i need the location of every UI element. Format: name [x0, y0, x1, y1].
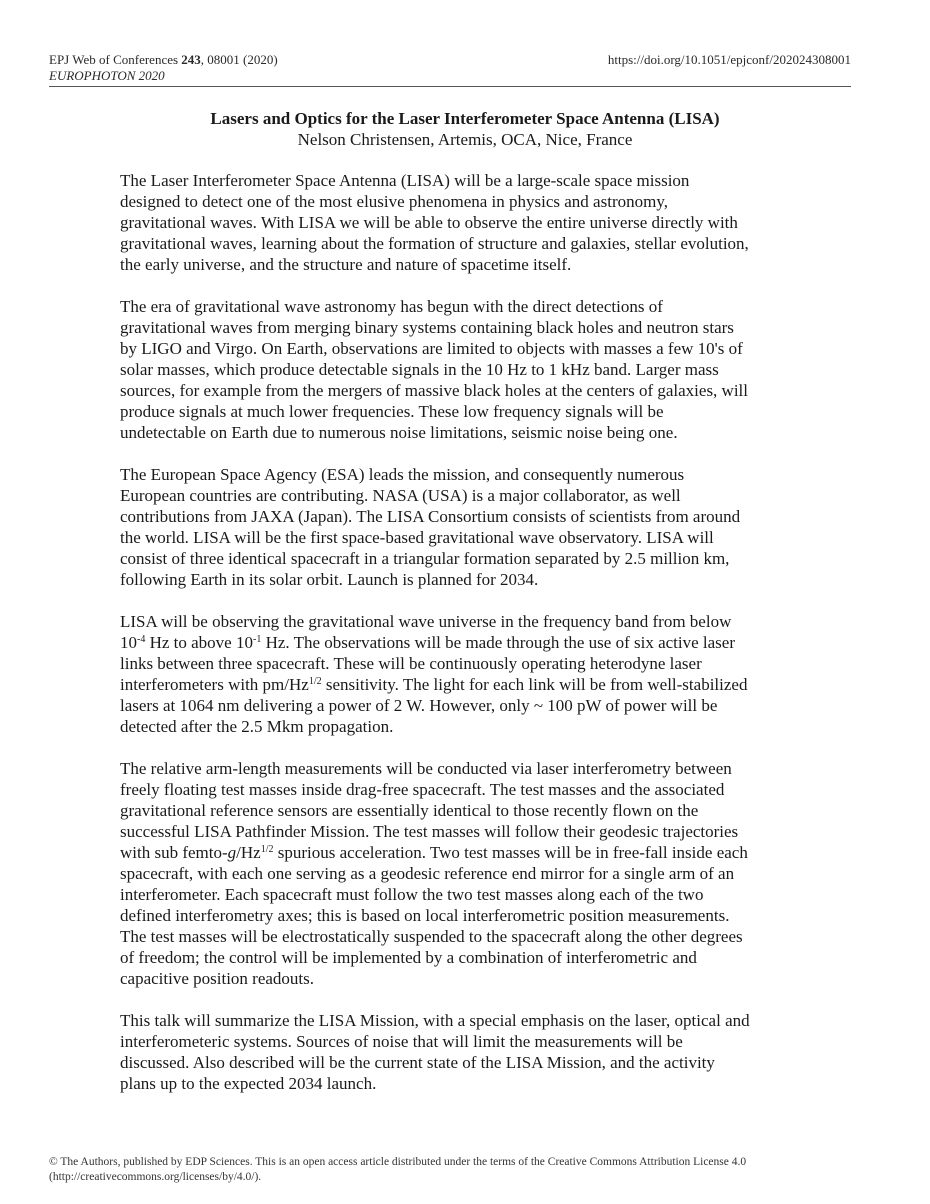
- text-line: consist of three identical spacecraft in a triangular formation separated by 2.5 million km,: [120, 549, 730, 568]
- text-fragment: interferometers with pm/Hz: [120, 675, 309, 694]
- text-line: The relative arm-length measurements will be conducted via laser interferometry between: [120, 759, 732, 778]
- license-text: © The Authors, published by EDP Sciences. This is an open access article distributed under the terms of the Creative Commons Attribution License 4.0: [49, 1156, 747, 1168]
- journal-name: EPJ Web of Conferences: [49, 52, 182, 67]
- text-line: gravitational waves. With LISA we will be able to observe the entire universe directly with: [120, 213, 738, 232]
- text-line: sources, for example from the mergers of massive black holes at the centers of galaxies, will: [120, 381, 749, 400]
- paper-title: Lasers and Optics for the Laser Interferometer Space Antenna (LISA): [210, 109, 720, 128]
- text-line: plans up to the expected 2034 launch.: [120, 1074, 377, 1093]
- text-line: [120, 675, 747, 694]
- text-line: The era of gravitational wave astronomy has begun with the direct detections of: [120, 297, 663, 316]
- text-line: [120, 843, 748, 862]
- text-line: solar masses, which produce detectable signals in the 10 Hz to 1 kHz band. Larger mass: [120, 360, 719, 379]
- text-line: by LIGO and Virgo. On Earth, observations are limited to objects with masses a few 10's of: [120, 339, 743, 358]
- text-fragment: sensitivity. The light for each link will be from well-stabilized: [321, 675, 748, 694]
- header-journal-line: [49, 52, 278, 68]
- text-line: gravitational waves from merging binary systems containing black holes and neutron stars: [120, 318, 734, 337]
- license-url[interactable]: (http://creativecommons.org/licenses/by/4.0/).: [49, 1171, 262, 1183]
- article-number: , 08001 (2020): [200, 52, 278, 67]
- text-line: LISA will be observing the gravitational wave universe in the frequency band from below: [120, 612, 732, 631]
- text-line: This talk will summarize the LISA Mission, with a special emphasis on the laser, optical and: [120, 1011, 750, 1030]
- header-journal-block: [49, 52, 278, 84]
- text-line: detected after the 2.5 Mkm propagation.: [120, 717, 394, 736]
- text-fragment: spurious acceleration. Two test masses will be in free-fall inside each: [273, 843, 748, 862]
- text-line: interferometeric systems. Sources of noise that will limit the measurements will be: [120, 1032, 683, 1051]
- text-line: European countries are contributing. NASA (USA) is a major collaborator, as well: [120, 486, 681, 505]
- paper-authors: Nelson Christensen, Artemis, OCA, Nice, France: [297, 130, 633, 149]
- text-line: The test masses will be electrostatically suspended to the spacecraft along the other degrees: [120, 927, 743, 946]
- text-line: The European Space Agency (ESA) leads the mission, and consequently numerous: [120, 465, 685, 484]
- text-line: of freedom; the control will be implemented by a combination of interferometric and: [120, 948, 697, 967]
- text-line: successful LISA Pathfinder Mission. The test masses will follow their geodesic trajectories: [120, 822, 739, 841]
- superscript: -1: [252, 634, 262, 645]
- text-fragment: 10: [120, 633, 137, 652]
- superscript: -4: [137, 634, 146, 645]
- text-line: the early universe, and the structure and nature of spacetime itself.: [120, 255, 572, 274]
- text-line: capacitive position readouts.: [120, 969, 315, 988]
- superscript: 1/2: [260, 844, 274, 855]
- text-line: discussed. Also described will be the current state of the LISA Mission, and the activity: [120, 1053, 715, 1072]
- conference-venue: EUROPHOTON 2020: [49, 68, 165, 83]
- doi-link[interactable]: https://doi.org/10.1051/epjconf/202024308001: [607, 52, 851, 67]
- header-divider: [49, 86, 851, 87]
- abstract-body: [120, 170, 810, 1115]
- paragraph-5: [120, 758, 810, 989]
- text-line: The Laser Interferometer Space Antenna (LISA) will be a large-scale space mission: [120, 171, 690, 190]
- text-line: contributions from JAXA (Japan). The LISA Consortium consists of scientists from around: [120, 507, 741, 526]
- text-line: produce signals at much lower frequencies. These low frequency signals will be: [120, 402, 664, 421]
- text-line: following Earth in its solar orbit. Launch is planned for 2034.: [120, 570, 539, 589]
- text-line: [120, 633, 735, 652]
- text-line: defined interferometry axes; this is based on local interferometric position measurements.: [120, 906, 730, 925]
- text-line: gravitational reference sensors are essentially identical to those recently flown on the: [120, 801, 699, 820]
- license-footer: [49, 1155, 879, 1185]
- text-line: designed to detect one of the most elusive phenomena in physics and astronomy,: [120, 192, 668, 211]
- paragraph-4: [120, 611, 810, 737]
- text-line: gravitational waves, learning about the formation of structure and galaxies, stellar evolution,: [120, 234, 749, 253]
- text-fragment: with sub femto-: [120, 843, 228, 862]
- paragraph-6: [120, 1010, 810, 1094]
- text-line: spacecraft, with each one serving as a geodesic reference end mirror for a single arm of an: [120, 864, 735, 883]
- paragraph-3: [120, 464, 810, 590]
- text-fragment: Hz. The observations will be made through the use of six active laser: [261, 633, 735, 652]
- text-line: links between three spacecraft. These will be continuously operating heterodyne laser: [120, 654, 702, 673]
- journal-volume: 243: [181, 52, 201, 67]
- paragraph-1: [120, 170, 810, 275]
- text-line: freely floating test masses inside drag-free spacecraft. The test masses and the associated: [120, 780, 725, 799]
- text-fragment: Hz to above 10: [145, 633, 253, 652]
- text-line: undetectable on Earth due to numerous noise limitations, seismic noise being one.: [120, 423, 678, 442]
- italic-g: g: [227, 843, 237, 862]
- text-line: interferometer. Each spacecraft must follow the two test masses along each of the two: [120, 885, 704, 904]
- text-line: lasers at 1064 nm delivering a power of 2 W. However, only ~ 100 pW of power will be: [120, 696, 718, 715]
- text-line: the world. LISA will be the first space-based gravitational wave observatory. LISA will: [120, 528, 714, 547]
- paragraph-2: [120, 296, 810, 443]
- text-fragment: /Hz: [236, 843, 261, 862]
- superscript: 1/2: [308, 676, 322, 687]
